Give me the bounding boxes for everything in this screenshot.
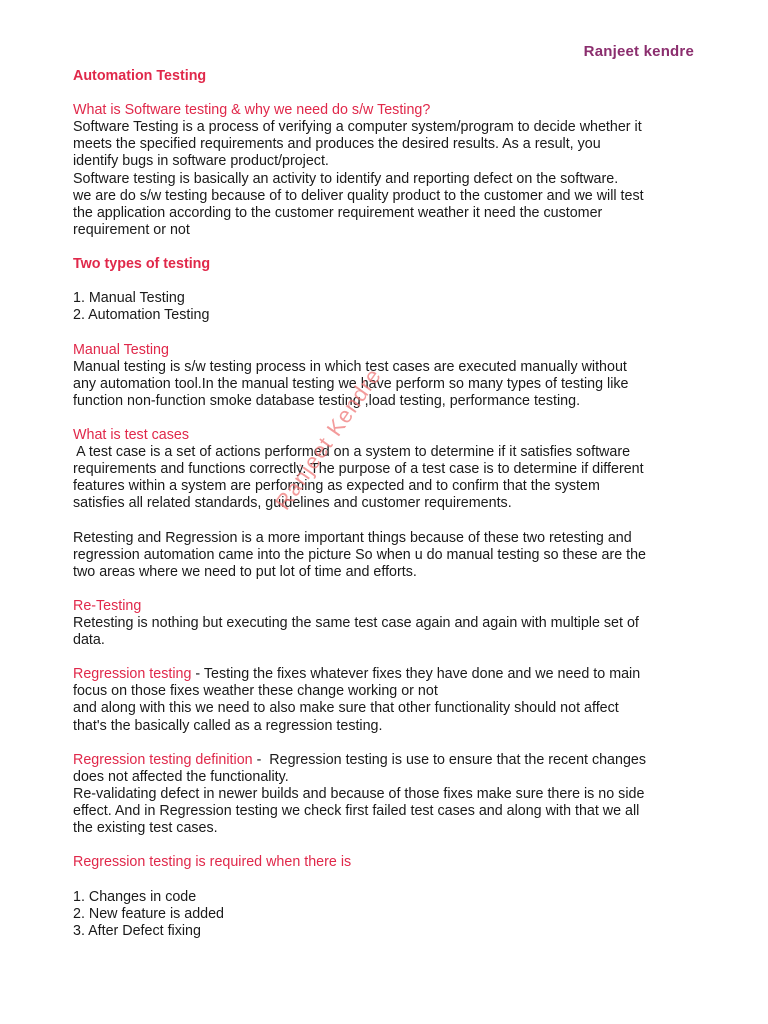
author-name: Ranjeet kendre bbox=[583, 43, 694, 60]
text-line: Manual testing is s/w testing process in which test cases are executed manually without bbox=[73, 358, 627, 375]
regression-required-list bbox=[73, 889, 703, 940]
text-line: - Testing the fixes whatever fixes they have done and we need to main bbox=[191, 666, 641, 683]
text-line: any automation tool.In the manual testing we have perform so many types of testing like bbox=[73, 375, 629, 392]
section-heading-retesting: Re-Testing bbox=[73, 597, 142, 614]
text-line: satisfies all related standards, guidelines and customer requirements. bbox=[73, 495, 512, 512]
text-line: effect. And in Regression testing we check first failed test cases and along with that we all bbox=[73, 803, 640, 820]
text-line: we are do s/w testing because of to deliver quality product to the customer and we will test bbox=[73, 187, 644, 204]
text-line: does not affected the functionality. bbox=[73, 768, 289, 785]
text-line: requirements and functions correctly. The purpose of a test case is to determine if different bbox=[73, 461, 644, 478]
text-line: and along with this we need to also make sure that other functionality should not affect bbox=[73, 700, 619, 717]
section-body-regression-definition bbox=[73, 769, 703, 837]
text-line: that's the basically called as a regression testing. bbox=[73, 717, 383, 734]
text-line: Retesting is nothing but executing the same test case again and again with multiple set of bbox=[73, 615, 639, 631]
text-line: function non-function smoke database testing ,load testing, performance testing. bbox=[73, 392, 581, 409]
text-line: Software testing is basically an activity to identify and reporting defect on the software. bbox=[73, 170, 619, 187]
watermark: Ranjeet Kendre bbox=[270, 363, 387, 515]
list-item: 1. Manual Testing bbox=[73, 290, 185, 307]
text-line: Retesting and Regression is a more important things because of these two retesting and bbox=[73, 529, 632, 546]
section-body-retesting bbox=[73, 615, 703, 649]
section-body-test-cases bbox=[73, 444, 703, 512]
section-heading-regression-definition: Regression testing definition bbox=[73, 751, 253, 768]
text-line: data. bbox=[73, 632, 105, 649]
section-body-regression bbox=[73, 683, 703, 734]
text-line: focus on those fixes weather these change working or not bbox=[73, 683, 438, 700]
list-item: 2. Automation Testing bbox=[73, 307, 210, 324]
text-line: Software Testing is a process of verifying a computer system/program to decide whether it bbox=[73, 119, 642, 136]
section-body-manual bbox=[73, 359, 703, 410]
section-heading-test-cases: What is test cases bbox=[73, 426, 190, 443]
section-heading-regression: Regression testing bbox=[73, 666, 192, 683]
list-item: 1. Changes in code bbox=[73, 888, 197, 905]
text-line: the existing test cases. bbox=[73, 820, 218, 837]
text-line: features within a system are performing as expected and to confirm that the system bbox=[73, 478, 600, 495]
document-title: Automation Testing bbox=[73, 68, 207, 84]
section-heading-types: Two types of testing bbox=[73, 256, 211, 273]
text-line: A test case is a set of actions performed on a system to determine if it satisfies software bbox=[73, 444, 631, 461]
text-line: meets the specified requirements and produces the desired results. As a result, you bbox=[73, 136, 601, 153]
text-line: the application according to the customer requirement weather it need the customer bbox=[73, 204, 603, 221]
types-list bbox=[73, 290, 703, 324]
text-line: - Regression testing is use to ensure that the recent changes bbox=[252, 751, 647, 768]
text-line: two areas where we need to put lot of time and efforts. bbox=[73, 563, 417, 580]
section-body-retest-regression bbox=[73, 530, 703, 581]
text-line: identify bugs in software product/project. bbox=[73, 153, 329, 170]
regression-first-line bbox=[73, 666, 703, 683]
document-body bbox=[73, 68, 703, 940]
section-heading-manual: Manual Testing bbox=[73, 341, 169, 358]
section-heading-regression-required: Regression testing is required when there is bbox=[73, 854, 352, 871]
regression-def-first-line bbox=[73, 752, 703, 769]
text-line: Re-validating defect in newer builds and because of those fixes make sure there is no side bbox=[73, 785, 645, 802]
list-item: 3. After Defect fixing bbox=[73, 922, 201, 939]
text-line: requirement or not bbox=[73, 221, 190, 238]
section-body-software-testing bbox=[73, 119, 703, 239]
list-item: 2. New feature is added bbox=[73, 905, 225, 922]
text-line: regression automation came into the picture So when u do manual testing so these are the bbox=[73, 546, 647, 563]
section-heading-software-testing: What is Software testing & why we need do s/w Testing? bbox=[73, 102, 431, 119]
